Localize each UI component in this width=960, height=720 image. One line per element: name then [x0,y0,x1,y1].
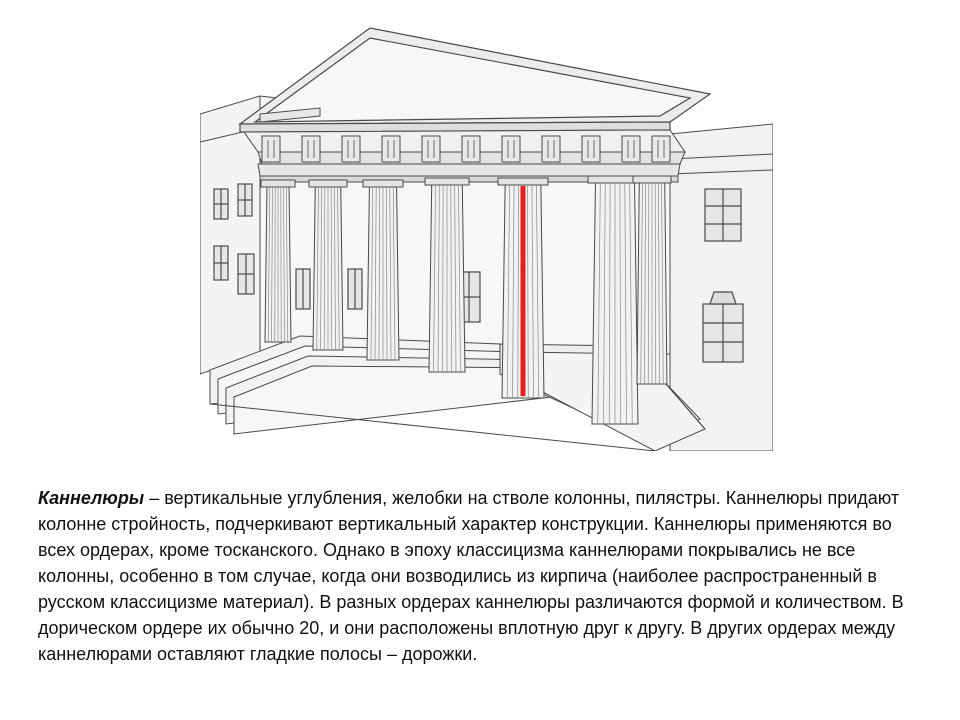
column [588,176,642,424]
window [348,269,362,309]
mutule [622,136,640,162]
mutule [302,136,320,162]
column [498,178,548,398]
mutule [262,136,280,162]
mutule [382,136,400,162]
column [425,178,469,372]
caption-text [38,485,928,667]
mutule [342,136,360,162]
term-label: Каннелюры [38,488,145,508]
mutule [652,136,670,162]
mutule [542,136,560,162]
window [238,254,254,294]
window [214,189,228,219]
window [214,246,228,280]
window [296,269,310,309]
window [705,189,741,241]
column [363,180,403,360]
mutule [502,136,520,162]
mutule [582,136,600,162]
column [633,176,671,384]
mutule [422,136,440,162]
portico-illustration [200,24,773,451]
window [238,184,252,216]
column [309,180,347,350]
definition-text: – вертикальные углубления, желобки на стволе колонны, пилястры. Каннелюры придают колонне стройность, подчеркивают вертикальный характер конструкции. Каннелюры применяются во всех ордерах, кроме тосканского. Однако в эпоху классицизма каннелюрами покрывались не все колонны, особенно в том случае, когда они возводились из кирпича (наиболее распространенный в русском классицизме материал). В разных ордерах каннелюры различаются формой и количеством. В дорическом ордере их обычно 20, и они расположены вплотную друг к другу. В других ордерах между каннелюрами оставляют гладкие полосы – дорожки. [38,488,904,664]
mutule [462,136,480,162]
